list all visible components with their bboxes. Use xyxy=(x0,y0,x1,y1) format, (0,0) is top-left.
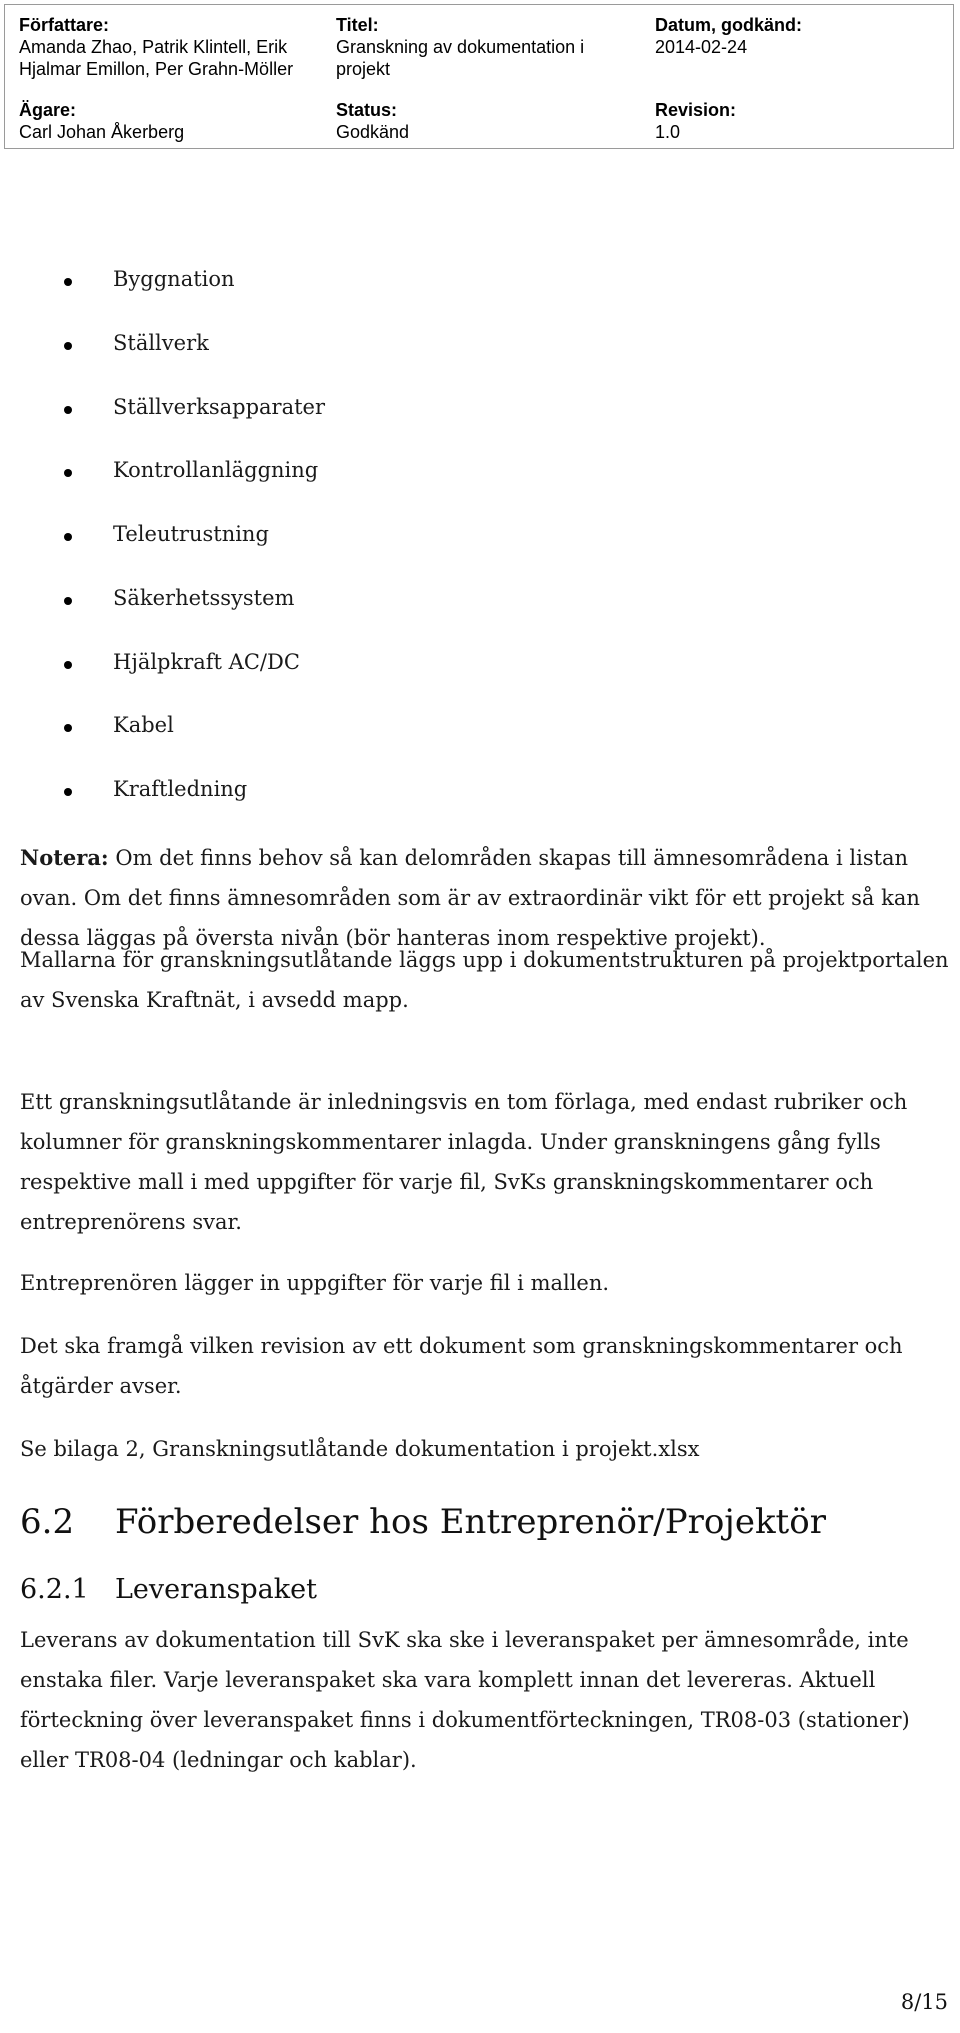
date-cell xyxy=(655,14,802,58)
bullet-icon xyxy=(64,342,72,350)
authors-value-line2: Hjalmar Emillon, Per Grahn-Möller xyxy=(19,59,294,79)
list-item: Kabel xyxy=(0,711,960,775)
title-value-line1: Granskning av dokumentation i xyxy=(336,37,585,57)
status-value: Godkänd xyxy=(336,122,410,142)
note-paragraph: Notera: Om det finns behov så kan delområden skapas till ämnesområdena i listan ovan. Om det finns ämnesområden som är av extraordinär vikt för ett projekt så kan dessa läggas på översta nivån (bör hanteras inom respektive projekt). xyxy=(20,845,920,950)
list-item: Säkerhetssystem xyxy=(0,584,960,648)
status-cell xyxy=(336,99,409,143)
bullet-icon xyxy=(64,724,72,732)
revision-label: Revision: xyxy=(655,100,737,120)
list-item: Byggnation xyxy=(0,265,960,329)
list-item: Ställverk xyxy=(0,329,960,393)
title-label: Titel: xyxy=(336,15,379,35)
revision-paragraph: Det ska framgå vilken revision av ett dokument som granskningskommentarer och åtgärder avser. xyxy=(20,1334,903,1398)
date-label: Datum, godkänd: xyxy=(655,15,802,35)
owner-value: Carl Johan Åkerberg xyxy=(19,122,185,142)
bullet-icon xyxy=(64,406,72,414)
list-item: Hjälpkraft AC/DC xyxy=(0,648,960,712)
subsection-heading xyxy=(20,1572,317,1608)
review-statement-paragraph: Ett granskningsutlåtande är inledningsvis en tom förlaga, med endast rubriker och kolumner för granskningskommentarer inlagda. Under granskningens gång fylls respektive mall i med uppgifter för varje fil, SvKs granskningskommentarer och entreprenörens svar. xyxy=(20,1090,908,1234)
status-label: Status: xyxy=(336,100,398,120)
bullet-icon xyxy=(64,533,72,541)
bullet-icon xyxy=(64,469,72,477)
section-heading xyxy=(20,1500,826,1544)
templates-paragraph: Mallarna för granskningsutlåtande läggs upp i dokumentstrukturen på projektportalen av Svenska Kraftnät, i avsedd mapp. xyxy=(20,948,949,1012)
revision-cell xyxy=(655,99,736,143)
title-value-line2: projekt xyxy=(336,59,391,79)
owner-cell xyxy=(19,99,184,143)
section-number: 6.2 xyxy=(20,1502,75,1542)
contractor-paragraph: Entreprenören lägger in uppgifter för varje fil i mallen. xyxy=(20,1271,610,1295)
date-value: 2014-02-24 xyxy=(655,37,748,57)
owner-label: Ägare: xyxy=(19,100,77,120)
list-item: Kraftledning xyxy=(0,775,960,839)
subject-area-list xyxy=(0,265,960,839)
bullet-icon xyxy=(64,788,72,796)
list-item: Teleutrustning xyxy=(0,520,960,584)
section-title: Förberedelser hos Entreprenör/Projektör xyxy=(115,1502,826,1542)
subsection-number: 6.2.1 xyxy=(20,1574,89,1605)
list-item: Ställverksapparater xyxy=(0,393,960,457)
bullet-icon xyxy=(64,661,72,669)
bullet-icon xyxy=(64,597,72,605)
appendix-reference-paragraph: Se bilaga 2, Granskningsutlåtande dokumentation i projekt.xlsx xyxy=(20,1437,700,1461)
bullet-icon xyxy=(64,278,72,286)
subsection-title: Leveranspaket xyxy=(115,1574,317,1605)
delivery-package-paragraph: Leverans av dokumentation till SvK ska ske i leveranspaket per ämnesområde, inte enstaka filer. Varje leveranspaket ska vara komplett innan det levereras. Aktuell förteckning över leveranspaket finns i dokumentförteckningen, TR08-03 (stationer) eller TR08-04 (ledningar och kablar). xyxy=(20,1628,910,1772)
authors-label: Författare: xyxy=(19,15,110,35)
document-header-table xyxy=(4,4,954,149)
revision-value: 1.0 xyxy=(655,122,681,142)
note-label: Notera: xyxy=(20,845,109,870)
authors-cell xyxy=(19,14,293,80)
page-number: 8/15 xyxy=(900,1990,948,2014)
title-cell xyxy=(336,14,584,80)
authors-value-line1: Amanda Zhao, Patrik Klintell, Erik xyxy=(19,37,288,57)
list-item: Kontrollanläggning xyxy=(0,456,960,520)
